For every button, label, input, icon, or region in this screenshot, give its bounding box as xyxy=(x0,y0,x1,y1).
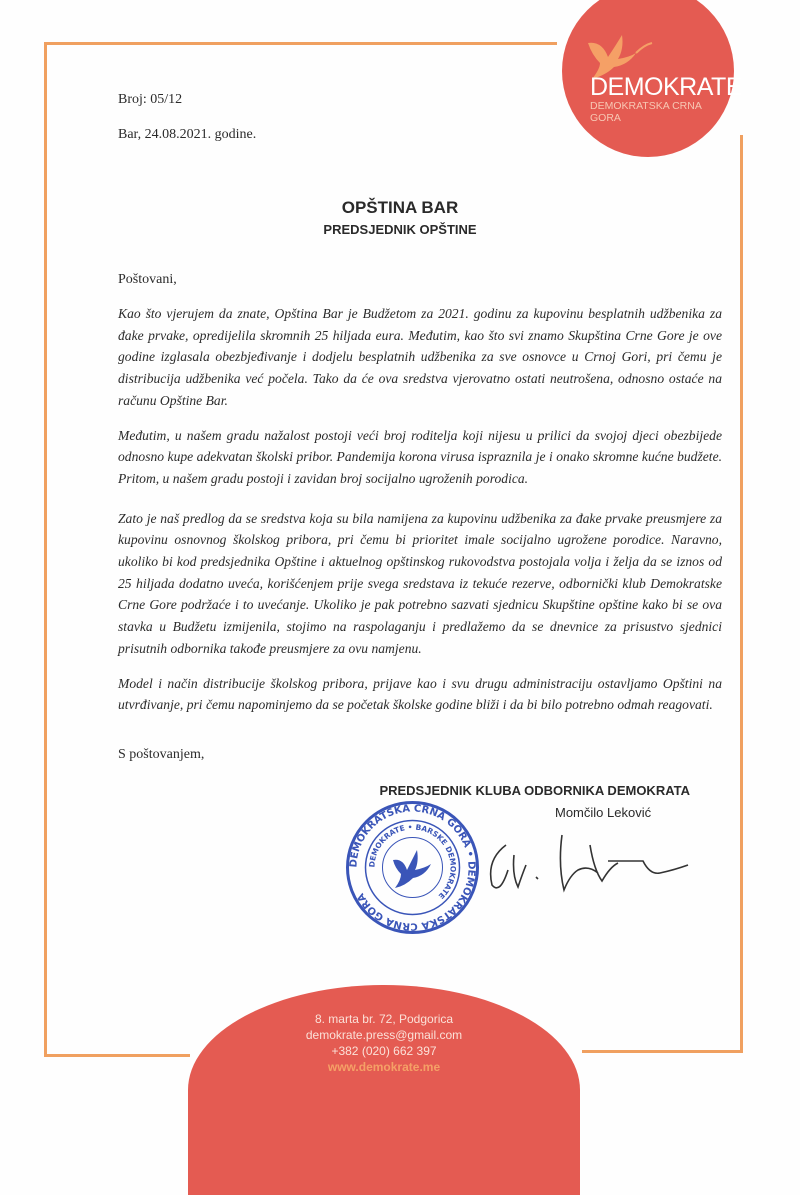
official-seal xyxy=(345,800,480,935)
paragraph: Međutim, u našem gradu nažalost postoji veći broj roditelja koji nijesu u prilici da svojoj djeci obezbijede odnosno kupe adekvatan školski pribor. Pandemija korona virusa ispraznila je i onako skromne kućne budžete. Pritom, u našem gradu postoji i zavidan broj socijalno ugroženih porodica. xyxy=(118,427,722,486)
border-top xyxy=(45,42,557,45)
paragraph: Model i način distribucije školskog pribora, prijave kao i svu drugu administraciju ostavljamo Opštini na utvrđivanje, pri čemu napominjemo da se početak školske godine bliži i da bi bilo potrebno odmah reagovati. xyxy=(118,675,722,713)
seal-outer-text: DEMOKRATSKA CRNA GORA • DEMOKRATSKA CRNA GORA xyxy=(348,803,477,932)
seal-inner-text: DEMOKRATE • BARSKE DEMOKRATE xyxy=(367,822,458,901)
seal-dove-icon xyxy=(393,850,431,888)
signatory-title: PREDSJEDNIK KLUBA ODBORNIKA DEMOKRATA xyxy=(379,783,690,798)
letter-body xyxy=(118,303,722,729)
paragraph: Kao što vjerujem da znate, Opština Bar je Budžetom za 2021. godinu za kupovinu besplatnih udžbenika za đake prvake, opredijelila skromnih 25 hiljada eura. Međutim, kao što svi znamo Skupština Crne Gore je ove godine izglasala obezbjeđivanje i dodjelu besplatnih udžbenika za sve osnovce u Crnoj Gori, pri čemu je distribucija udžbenika već počela. Tako da će ova sredstva vjerovatno ostati neutrošena, odnosno ostaće na računu Opštine Bar. xyxy=(118,306,722,408)
greeting: Poštovani, xyxy=(118,272,177,287)
recipient-subtitle: PREDSJEDNIK OPŠTINE xyxy=(323,222,477,237)
party-logo xyxy=(562,0,742,157)
logo-subtitle: DEMOKRATSKA CRNA GORA xyxy=(590,100,702,124)
border-bottom-right xyxy=(582,1050,743,1053)
footer-contact xyxy=(188,985,580,1195)
recipient-title: OPŠTINA BAR xyxy=(341,198,459,217)
footer-email[interactable]: demokrate.press@gmail.com xyxy=(305,1028,463,1042)
footer-phone: +382 (020) 662 397 xyxy=(331,1044,437,1058)
border-right xyxy=(740,135,743,1053)
footer-website[interactable]: www.demokrate.me xyxy=(327,1060,441,1074)
logo-title: DEMOKRATE xyxy=(590,73,742,101)
footer-address: 8. marta br. 72, Podgorica xyxy=(314,1012,454,1026)
handwritten-signature xyxy=(478,815,698,905)
paragraph: Zato je naš predlog da se sredstva koja su bila namijena za kupovinu udžbenika za đake prvake preusmjere za kupovinu osnovnog školskog pribora, pri čemu bi prioritet imale socijalno ugrožene porodice. Naravno, ukoliko bi kod predsjednika Opštine i aktuelnog opštinskog rukovodstva postojala volja i želja da se iznos od 25 hiljada dodatno uveća, korišćenjem prije svega sredstava iz tekuće rezerve, odbornički klub Demokratske Crne Gore podržaće i to uvećanje. Ukoliko je pak potrebno sazvati sjednicu Skupštine opštine kako bi se ova stavka u Budžetu izmijenila, stojimo na raspolaganju i predlažemo da se dnevnice za prisustvo sjednici prisutnih odbornika takođe preusmjere za ovu namjenu. xyxy=(118,510,722,656)
border-bottom-left xyxy=(44,1054,190,1057)
document-number: Broj: 05/12 xyxy=(118,92,183,107)
signatory-name: Momčilo Leković xyxy=(555,805,652,820)
border-left xyxy=(44,42,47,1057)
closing: S poštovanjem, xyxy=(118,747,205,762)
document-date: Bar, 24.08.2021. godine. xyxy=(118,127,257,142)
